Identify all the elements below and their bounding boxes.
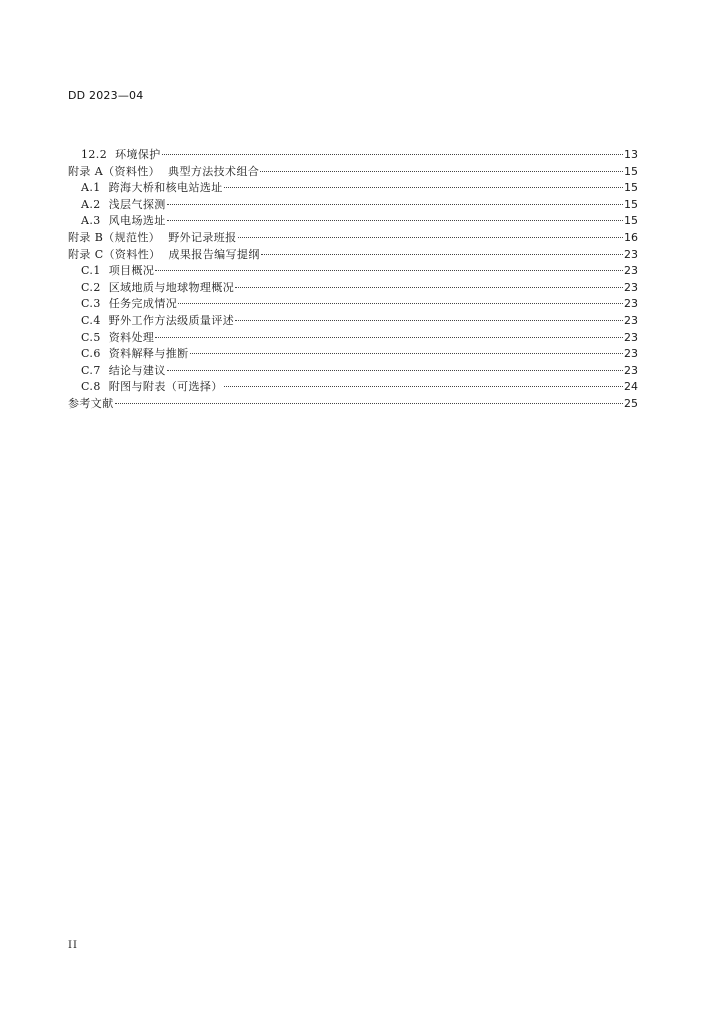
toc-entry-title: 资料解释与推断 [108,347,189,361]
toc-entry-page: 25 [624,396,638,410]
toc-entry[interactable] [68,164,638,181]
toc-entry-number: C.5 [81,330,101,344]
toc-entry[interactable] [68,379,638,396]
toc-entry-number: C.3 [81,297,101,311]
toc-entry[interactable] [68,280,638,297]
dot-leader [238,237,623,238]
toc-entry-title: 风电场选址 [108,214,166,228]
document-code: DD 2023—04 [68,89,144,102]
toc-entry-title: 成果报告编写提纲 [168,247,260,261]
dot-leader [190,353,623,354]
toc-entry-label [81,296,177,313]
toc-entry-number: A.2 [81,197,101,211]
table-of-contents [68,147,638,413]
toc-entry-label [81,197,166,214]
toc-entry-label [81,330,154,347]
dot-leader [167,204,623,205]
toc-entry-label [81,147,161,164]
dot-leader [224,386,623,387]
toc-entry-number: 12.2 [81,148,108,161]
toc-entry[interactable] [68,330,638,347]
toc-entry[interactable] [68,147,638,164]
toc-entry-number: 附录 C（资料性） [68,247,161,261]
toc-entry-label [81,263,154,280]
toc-entry-number: A.3 [81,214,101,228]
toc-entry-page: 24 [624,380,638,394]
toc-entry-page: 13 [624,148,638,161]
toc-entry-title: 参考文献 [68,396,114,410]
toc-entry-page: 23 [624,363,638,377]
toc-entry-title: 项目概况 [108,264,155,278]
dot-leader [260,171,623,172]
dot-leader [167,220,623,221]
toc-entry-number: C.4 [81,313,101,327]
toc-entry-page: 23 [624,347,638,361]
toc-entry[interactable] [68,296,638,313]
toc-entry-page: 15 [624,197,638,211]
dot-leader [167,370,623,371]
toc-entry-title: 典型方法技术组合 [168,164,260,178]
toc-entry[interactable] [68,263,638,280]
dot-leader [155,337,623,338]
dot-leader [224,187,623,188]
toc-entry-page: 23 [624,313,638,327]
toc-entry[interactable] [68,180,638,197]
toc-entry-number: A.1 [81,181,101,195]
toc-entry[interactable] [68,346,638,363]
toc-entry[interactable] [68,363,638,380]
dot-leader [115,403,623,404]
toc-entry[interactable] [68,197,638,214]
toc-entry-page: 23 [624,297,638,311]
toc-entry-label [81,313,234,330]
dot-leader [235,320,623,321]
toc-entry-title: 野外记录班报 [168,230,237,244]
toc-entry-page: 15 [624,164,638,178]
dot-leader [178,303,623,304]
dot-leader [155,270,623,271]
toc-entry-title: 浅层气探测 [108,197,166,211]
page-number: II [68,940,78,951]
toc-entry-title: 结论与建议 [108,363,166,377]
toc-entry-number: 附录 B（规范性） [68,230,161,244]
toc-entry-label [81,213,166,230]
toc-entry-label [81,363,166,380]
toc-entry-page: 15 [624,214,638,228]
toc-entry-title: 环境保护 [115,148,161,161]
toc-entry-title: 资料处理 [108,330,155,344]
toc-entry-label [68,230,237,247]
toc-entry[interactable] [68,247,638,264]
toc-entry-page: 23 [624,280,638,294]
toc-entry-number: C.2 [81,280,101,294]
toc-entry-number: C.1 [81,264,101,278]
toc-entry-page: 23 [624,247,638,261]
toc-entry-title: 附图与附表（可选择） [108,380,223,394]
toc-entry[interactable] [68,230,638,247]
toc-entry-title: 跨海大桥和核电站选址 [108,181,223,195]
toc-entry-number: C.6 [81,347,101,361]
toc-entry-label [81,346,189,363]
toc-entry-page: 16 [624,230,638,244]
toc-entry-title: 野外工作方法级质量评述 [108,313,235,327]
dot-leader [261,254,623,255]
toc-entry-label [68,247,260,264]
toc-entry-title: 任务完成情况 [108,297,178,311]
toc-entry-page: 23 [624,330,638,344]
dot-leader [162,154,623,155]
toc-entry-number: C.8 [81,380,101,394]
toc-entry-title: 区域地质与地球物理概况 [108,280,235,294]
toc-entry-label [81,180,223,197]
toc-entry-page: 15 [624,181,638,195]
toc-entry-label [68,396,114,413]
toc-entry-label [81,379,223,396]
toc-entry-number: C.7 [81,363,101,377]
toc-entry[interactable] [68,313,638,330]
toc-entry[interactable] [68,396,638,413]
toc-entry-label [68,164,259,181]
toc-entry[interactable] [68,213,638,230]
toc-entry-page: 23 [624,264,638,278]
toc-entry-label [81,280,234,297]
toc-entry-number: 附录 A（资料性） [68,164,161,178]
dot-leader [235,287,623,288]
